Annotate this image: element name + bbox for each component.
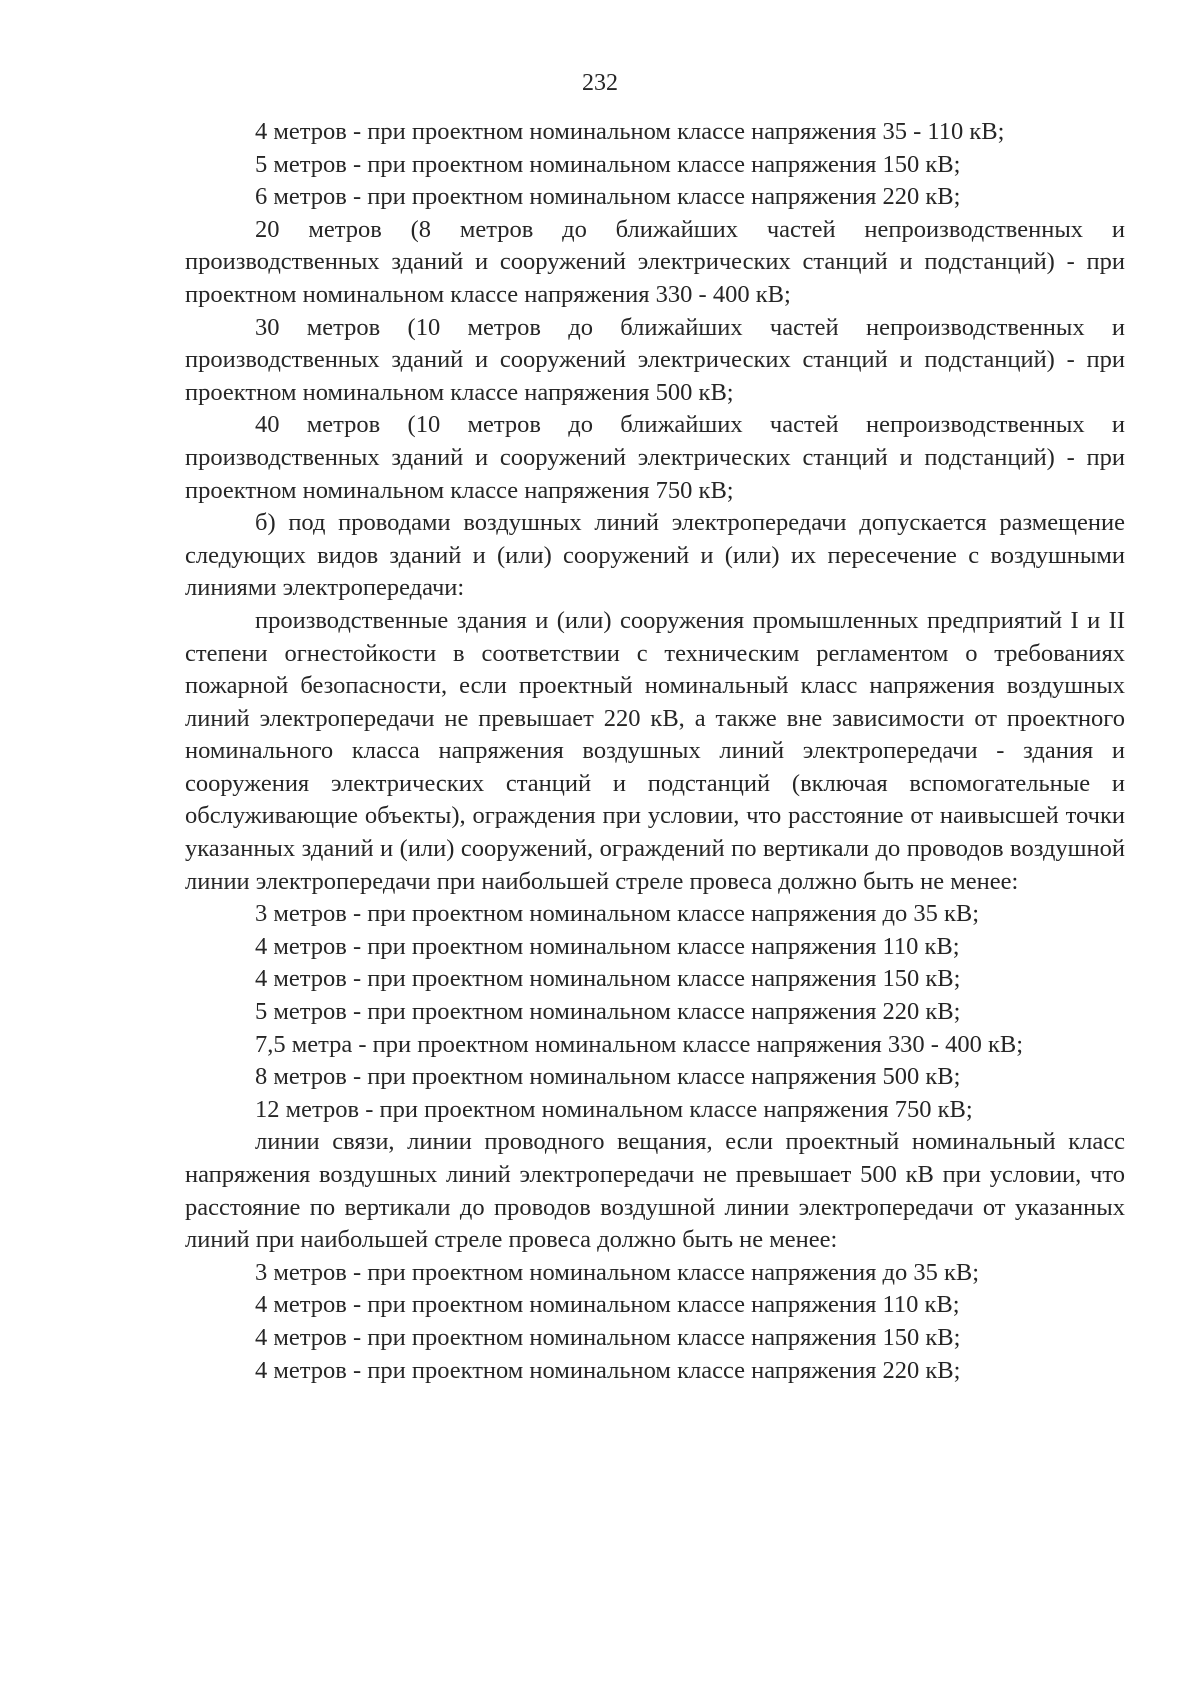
paragraph: 40 метров (10 метров до ближайших частей непроизводственных и производственных зданий и сооружений электрических станций и подстанций) - при проектном номинальном классе напряжения 750 кВ; <box>185 411 1125 504</box>
paragraph: 4 метров - при проектном номинальном классе напряжения 110 кВ; <box>255 1291 960 1319</box>
paragraph: 6 метров - при проектном номинальном классе напряжения 220 кВ; <box>255 183 961 211</box>
paragraph: 8 метров - при проектном номинальном классе напряжения 500 кВ; <box>255 1063 961 1091</box>
paragraph: 4 метров - при проектном номинальном классе напряжения 150 кВ; <box>255 965 961 993</box>
paragraph: 5 метров - при проектном номинальном классе напряжения 150 кВ; <box>255 150 961 178</box>
paragraph: 3 метров - при проектном номинальном классе напряжения до 35 кВ; <box>255 1258 980 1286</box>
page-number: 232 <box>582 70 618 96</box>
paragraph: 4 метров - при проектном номинальном классе напряжения 110 кВ; <box>255 932 960 960</box>
paragraph: 4 метров - при проектном номинальном классе напряжения 220 кВ; <box>255 1356 961 1384</box>
paragraph: 4 метров - при проектном номинальном классе напряжения 35 - 110 кВ; <box>255 118 1005 145</box>
document-body <box>185 116 1125 1387</box>
paragraph: 5 метров - при проектном номинальном классе напряжения 220 кВ; <box>255 998 961 1026</box>
paragraph: 12 метров - при проектном номинальном классе напряжения 750 кВ; <box>255 1095 973 1123</box>
paragraph: 7,5 метра - при проектном номинальном классе напряжения 330 - 400 кВ; <box>255 1030 1024 1058</box>
paragraph: 4 метров - при проектном номинальном классе напряжения 150 кВ; <box>255 1323 961 1351</box>
paragraph: б) под проводами воздушных линий электропередачи допускается размещение следующих видов зданий и (или) сооружений и (или) их пересечение с воздушными линиями электропередачи: <box>185 509 1125 602</box>
paragraph: линии связи, линии проводного вещания, если проектный номинальный класс напряжения воздушных линий электропередачи не превышает 500 кВ при условии, что расстояние по вертикали до проводов воздушной линии электропередачи от указанных линий при наибольшей стреле провеса должно быть не менее: <box>185 1128 1125 1254</box>
paragraph: 3 метров - при проектном номинальном классе напряжения до 35 кВ; <box>255 900 980 928</box>
paragraph: 30 метров (10 метров до ближайших частей непроизводственных и производственных зданий и сооружений электрических станций и подстанций) - при проектном номинальном классе напряжения 500 кВ; <box>185 313 1125 406</box>
paragraph: производственные здания и (или) сооружения промышленных предприятий I и II степени огнестойкости в соответствии с техническим регламентом о требованиях пожарной безопасности, если проектный номинальный класс напряжения воздушных линий электропередачи не превышает 220 кВ, а также вне зависимости от проектного номинального класса напряжения воздушных линий электропередачи - здания и сооружения электрических станций и подстанций (включая вспомогательные и обслуживающие объекты), ограждения при условии, что расстояние от наивысшей точки указанных зданий и (или) сооружений, ограждений по вертикали до проводов воздушной линии электропередачи при наибольшей стреле провеса должно быть не менее: <box>185 606 1125 895</box>
paragraph: 20 метров (8 метров до ближайших частей непроизводственных и производственных зданий и сооружений электрических станций и подстанций) - при проектном номинальном классе напряжения 330 - 400 кВ; <box>185 215 1125 308</box>
